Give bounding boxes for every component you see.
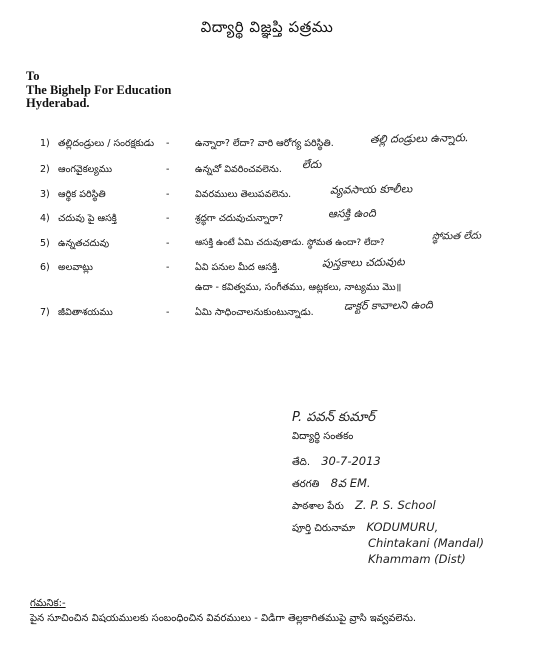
address-label: పూర్తి చిరునామా <box>292 523 356 534</box>
item-question: ఏవి పనుల మీద ఆసక్తి. <box>195 262 281 273</box>
handwritten-answer: తల్లి దండ్రులు ఉన్నారు. <box>369 131 469 146</box>
form-row <box>0 182 534 205</box>
item-label: అలవాట్లు <box>58 262 93 273</box>
item-label: తల్లిదండ్రులు / సంరక్షకుడు <box>58 138 155 149</box>
item-dash: - <box>166 213 170 224</box>
address-line-org: The Bighelp For Education <box>26 82 172 97</box>
handwritten-answer: డాక్టర్ కావాలని ఉంది <box>343 298 434 313</box>
item-label: చదువు పై ఆసక్తి <box>58 213 117 224</box>
item-number: 3) <box>40 189 50 200</box>
item-dash: - <box>166 238 170 249</box>
signature-caption: విద్యార్థి సంతకం <box>292 431 354 442</box>
item-question: ఉన్నచో వివరించవలెను. <box>195 164 282 175</box>
address-line-2-wrap <box>368 536 484 550</box>
address-line-3-wrap <box>368 552 466 566</box>
address-line-city: Hyderabad. <box>26 96 90 110</box>
address-row <box>292 520 438 536</box>
item-number: 5) <box>40 238 50 249</box>
item-question: ఉన్నారా? లేదా? వారి ఆరోగ్య పరిస్థితి. <box>195 138 334 149</box>
student-signature <box>292 410 375 428</box>
item-dash: - <box>166 138 170 149</box>
note-text: పైన సూచించిన విషయములకు సంబంధించిన వివరములు - విడిగా తెల్లకాగితముపై వ్రాసి ఇవ్వవలెను. <box>30 613 417 624</box>
form-row <box>0 230 534 254</box>
item-dash: - <box>166 164 170 175</box>
handwritten-answer: ఆసక్తి ఉంది <box>327 206 376 221</box>
address-line-1: KODUMURU, <box>366 520 439 534</box>
item-number: 2) <box>40 164 50 175</box>
page-title: విద్యార్థి విజ్ఞప్తి పత్రము <box>200 18 334 36</box>
date-label: తేది. <box>292 457 311 468</box>
form-row <box>0 131 534 154</box>
note-heading: గమనిక:- <box>30 598 66 609</box>
item-question: ఏమి సాధించాలనుకుంటున్నాడు. <box>195 307 314 318</box>
handwritten-answer: స్థోమత లేదు <box>431 230 482 243</box>
handwritten-answer: పుస్తకాలు చదువుట <box>321 255 405 270</box>
form-row <box>0 157 534 180</box>
item-number: 6) <box>40 262 50 273</box>
item-label: ఆంగవైకల్యము <box>58 164 113 175</box>
item-number: 7) <box>40 307 50 318</box>
item-dash: - <box>166 189 170 200</box>
school-value: Z. P. S. School <box>355 498 436 512</box>
item-label: ఆర్థిక పరిస్థితి <box>58 189 106 200</box>
item-number: 1) <box>40 138 50 149</box>
item-label: జీవితాశయము <box>58 307 113 318</box>
handwritten-answer: లేదు <box>301 157 322 172</box>
item-label: ఉన్నతచదువు <box>58 238 110 249</box>
item-question: ఆసక్తి ఉంటే ఏమి చదువుతాడు. స్థోమత ఉందా? లేదా? <box>195 238 385 248</box>
address-line-to: To <box>26 69 40 83</box>
item-question: శ్రద్ధగా చదువుచున్నారా? <box>195 213 284 224</box>
date-row <box>292 454 381 470</box>
item-dash: - <box>166 262 170 273</box>
form-row-example <box>0 282 534 298</box>
item-question: వివరములు తెలుపవలెను. <box>195 189 292 200</box>
address-line-3: Khammam (Dist) <box>368 552 466 566</box>
address-line-2: Chintakani (Mandal) <box>368 536 484 550</box>
signature-name: P. పవన్ కుమార్ <box>292 410 375 425</box>
school-row <box>292 498 436 514</box>
handwritten-answer: వ్యవసాయ కూలీలు <box>329 182 413 197</box>
form-row <box>0 255 534 278</box>
date-value: 30-7-2013 <box>321 454 381 468</box>
form-row <box>0 298 534 323</box>
class-value: 8వ EM. <box>330 476 371 490</box>
item-number: 4) <box>40 213 50 224</box>
recipient-address <box>26 70 171 111</box>
item-example: ఉదా - కవిత్వము, సంగీతము, ఆట్లకలు, నాట్యము మొ॥ <box>195 282 402 293</box>
class-row <box>292 476 371 493</box>
item-dash: - <box>166 307 170 318</box>
form-row <box>0 206 534 229</box>
class-label: తరగతి <box>292 479 320 490</box>
school-label: పాఠశాల పేరు <box>292 501 344 512</box>
